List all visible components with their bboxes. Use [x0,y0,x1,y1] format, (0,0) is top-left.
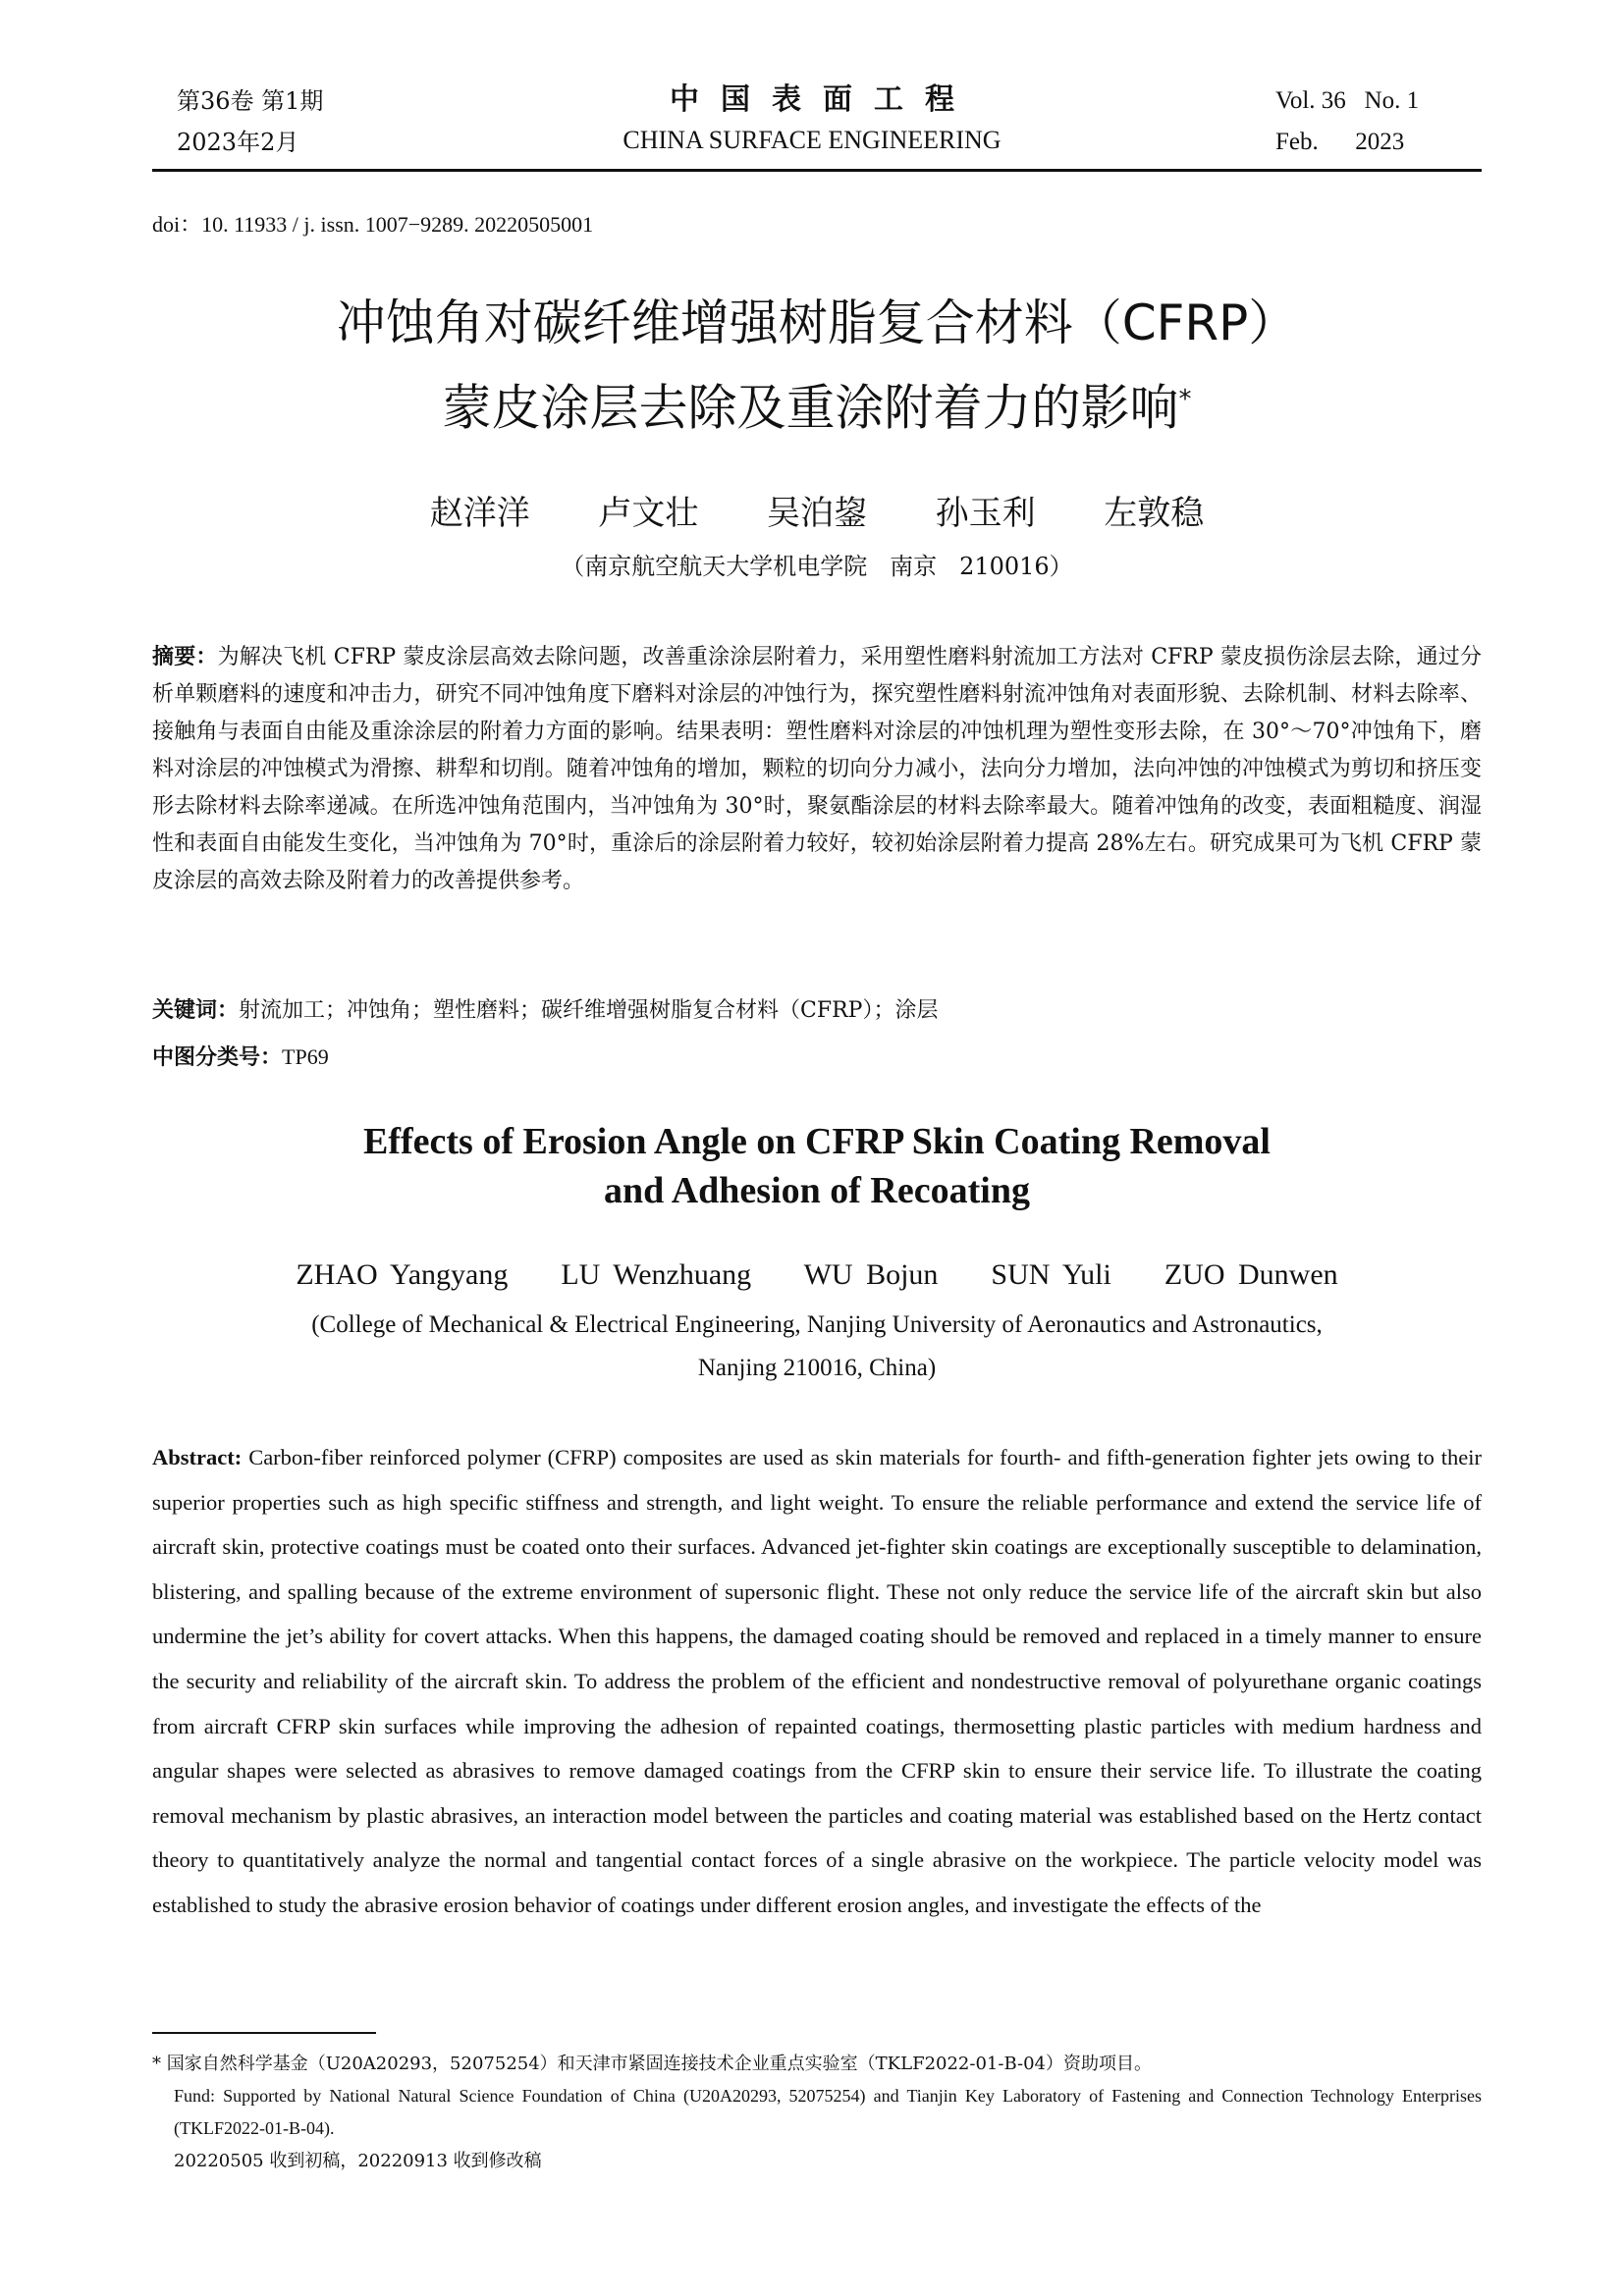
footnote-marker: * [1178,385,1192,414]
keywords-cn [152,993,1482,1024]
journal-name-en: CHINA SURFACE ENGINEERING [623,126,1001,154]
footnote-received: 20220505 收到初稿，20220913 收到修改稿 [174,2151,542,2171]
abstract-en-text: Carbon-fiber reinforced polymer (CFRP) composites are used as skin materials for fourth- and fifth-generation fighter jets owing to their superior properties such as high specific stiffness and strength, and light weight. To ensure the reliable performance and extend the service life of aircraft skin, protective coatings must be coated onto their surfaces. Advanced jet-fighter skin coatings are exceptionally susceptible to delamination, blistering, and spalling because of the extreme environment of supersonic flight. These not only reduce the service life of the aircraft skin but also undermine the jet’s ability for covert attacks. When this happens, the damaged coating should be removed and replaced in a timely manner to ensure the security and reliability of the aircraft skin. To address the problem of the efficient and nondestructive removal of polyurethane organic coatings from aircraft CFRP skin surfaces while improving the adhesion of repainted coatings, thermosetting plastic particles with medium hardness and angular shapes were selected as abrasives to remove damaged coatings from the CFRP skin to ensure their service life. To illustrate the coating removal mechanism by plastic abrasives, an interaction model between the particles and coating material was established based on the Hertz contact theory to quantitatively analyze the normal and tangential contact forces of a single abrasive on the workpiece. The particle velocity model was established to study the abrasive erosion behavior of coatings under different erosion angles, and investigate the effects of the [152,1445,1483,1917]
abstract-cn-label: 摘要： [152,644,218,669]
title-cn-line2-text: 蒙皮涂层去除及重涂附着力的影响 [442,379,1179,437]
doi: doi：10. 11933 / j. issn. 1007−9289. 20220505001 [152,212,594,237]
affiliation-en-line2: Nanjing 210016, China) [697,1355,937,1381]
affiliation-en-line1: (College of Mechanical & Electrical Engineering, Nanjing University of Aeronautics and Astronautics, [311,1311,1323,1338]
title-cn [152,285,1482,447]
footnote-fund-en: Fund: Supported by National Natural Science Foundation of China (U20A20293, 52075254) and Tianjin Key Laboratory of Fastening and Connection Technology Enterprises (TKLF2022-01-B-04). [174,2086,1482,2138]
title-cn-line2 [152,361,1482,447]
running-header [152,80,1472,169]
authors-cn: 赵洋洋 卢文壮 吴泊鋆 孙玉利 左敦稳 [429,494,1205,533]
classification-cn [152,1041,1482,1071]
authors-en: ZHAO Yangyang LU Wenzhuang WU Bojun SUN Yuli ZUO Dunwen [296,1258,1338,1291]
title-en [152,1117,1482,1215]
volume-issue-cn: 第36卷 第1期 [177,87,324,115]
date-en: Feb. 2023 [1275,129,1405,155]
footnote-fund-cn: * 国家自然科学基金（U20A20293，52075254）和天津市紧固连接技术企业重点实验室（TKLF2022-01-B-04）资助项目。 [152,2054,1152,2074]
footnote-rule [152,2032,376,2034]
keywords-cn-label: 关键词： [152,997,240,1023]
header-rule [152,169,1482,172]
keywords-cn-text: 射流加工；冲蚀角；塑性磨料；碳纤维增强树脂复合材料（CFRP）；涂层 [239,998,939,1023]
abstract-cn-text: 为解决飞机 CFRP 蒙皮涂层高效去除问题，改善重涂涂层附着力，采用塑性磨料射流加工方法对 CFRP 蒙皮损伤涂层去除，通过分析单颗磨料的速度和冲击力，研究不同冲蚀角度下磨料对涂层的冲蚀行为，探究塑性磨料射流冲蚀角对表面形貌、去除机制、材料去除率、接触角与表面自由能及重涂涂层的附着力方面的影响。结果表明：塑性磨料对涂层的冲蚀机理为塑性变形去除，在 30°～70°冲蚀角下，磨料对涂层的冲蚀模式为滑擦、耕犁和切削。随着冲蚀角的增加，颗粒的切向分力减小，法向分力增加，法向冲蚀的冲蚀模式为剪切和挤压变形去除材料去除率递减。在所选冲蚀角范围内，当冲蚀角为 30°时，聚氨酯涂层的材料去除率最大。随着冲蚀角的改变，表面粗糙度、润湿性和表面自由能发生变化，当冲蚀角为 70°时，重涂后的涂层附着力较好，较初始涂层附着力提高 28%左右。研究成果可为飞机 CFRP 蒙皮涂层的高效去除及附着力的改善提供参考。 [152,645,1482,893]
abstract-en [152,1435,1482,1928]
affiliation-en [152,1304,1482,1390]
volume-issue-en: Vol. 36 No. 1 [1275,87,1420,114]
journal-name-cn: 中国表面工程 [670,82,976,117]
title-en-line2: and Adhesion of Recoating [604,1170,1030,1211]
affiliation-cn: （南京航空航天大学机电学院 南京 210016） [561,553,1073,580]
title-en-line1: Effects of Erosion Angle on CFRP Skin Coating Removal [362,1121,1271,1162]
footnote [152,2048,1482,2177]
journal-name [152,80,1472,161]
date-cn: 2023年2月 [177,129,299,156]
abstract-en-label: Abstract: [152,1445,243,1469]
classification-cn-text: TP69 [282,1044,329,1069]
issue-info-en [1275,80,1433,163]
classification-cn-label: 中图分类号： [152,1044,283,1070]
title-cn-line1: 冲蚀角对碳纤维增强树脂复合材料（CFRP） [336,294,1298,351]
abstract-cn [152,638,1482,900]
